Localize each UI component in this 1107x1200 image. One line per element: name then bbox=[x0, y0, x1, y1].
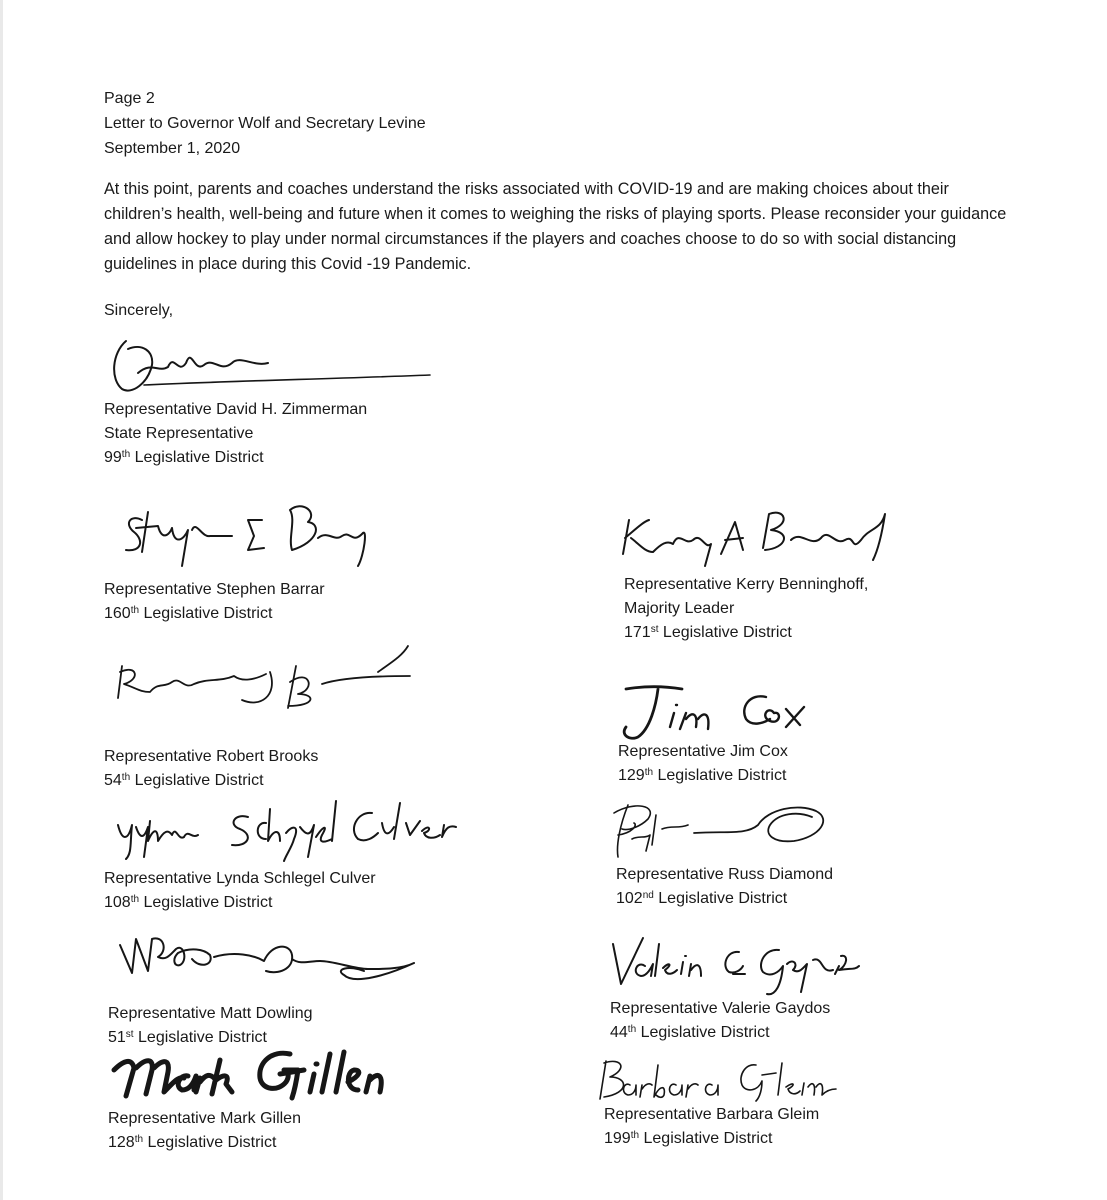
signer-district: 199th Legislative District bbox=[604, 1130, 773, 1147]
signer-block-barrar bbox=[104, 578, 325, 626]
signer-block-gaydos bbox=[610, 997, 830, 1045]
signature-diamond bbox=[598, 795, 838, 865]
signer-district: 160th Legislative District bbox=[104, 605, 273, 622]
signer-name: Representative Robert Brooks bbox=[104, 748, 319, 765]
signer-district: 102nd Legislative District bbox=[616, 890, 788, 907]
signature-gaydos bbox=[603, 930, 873, 1000]
signer-district: 171st Legislative District bbox=[624, 624, 792, 641]
signature-barrar bbox=[112, 490, 382, 570]
signer-block-brooks bbox=[104, 745, 318, 793]
scan-edge bbox=[0, 0, 3, 1200]
page-number: Page 2 bbox=[104, 90, 155, 107]
signer-district: 108th Legislative District bbox=[104, 894, 273, 911]
signer-district: 54th Legislative District bbox=[104, 772, 264, 789]
signer-name: Representative Stephen Barrar bbox=[104, 581, 325, 598]
signature-brooks bbox=[110, 642, 420, 712]
signer-block-culver bbox=[104, 867, 376, 915]
signature-benninghoff bbox=[615, 500, 895, 570]
signer-block-diamond bbox=[616, 863, 833, 911]
signature-culver bbox=[110, 795, 460, 865]
signature-gleim bbox=[596, 1055, 846, 1105]
signer-name: Representative Russ Diamond bbox=[616, 866, 833, 883]
signer-name: Representative Valerie Gaydos bbox=[610, 1000, 831, 1017]
signer-role: State Representative bbox=[104, 425, 254, 442]
signer-block-benninghoff bbox=[624, 573, 868, 645]
signer-name: Representative Mark Gillen bbox=[108, 1110, 301, 1127]
signer-block-zimmerman bbox=[104, 398, 367, 470]
signer-name: Representative Lynda Schlegel Culver bbox=[104, 870, 376, 887]
signer-role: Majority Leader bbox=[624, 600, 735, 617]
body-paragraph: At this point, parents and coaches understand the risks associated with COVID-19 and are making choices about their children’s health, well-being and future when it comes to weighing the risks of playing sports. Please reconsider your guidance and allow hockey to play under normal circumstances if the players and coaches choose to do so with social distancing guidelines in place during this Covid -19 Pandemic. bbox=[104, 180, 1007, 273]
signer-block-cox bbox=[618, 740, 788, 788]
signer-district: 129th Legislative District bbox=[618, 767, 787, 784]
signer-name: Representative Jim Cox bbox=[618, 743, 788, 760]
signer-name: Representative Kerry Benninghoff, bbox=[624, 576, 869, 593]
signer-name: Representative Barbara Gleim bbox=[604, 1106, 820, 1123]
signer-name: Representative Matt Dowling bbox=[108, 1005, 313, 1022]
closing-salutation: Sincerely, bbox=[104, 302, 174, 319]
signature-zimmerman bbox=[108, 333, 438, 399]
signature-cox bbox=[610, 675, 830, 745]
signer-district: 44th Legislative District bbox=[610, 1024, 770, 1041]
letter-title: Letter to Governor Wolf and Secretary Levine bbox=[104, 115, 426, 132]
signature-gillen bbox=[108, 1040, 418, 1106]
signer-name: Representative David H. Zimmerman bbox=[104, 401, 368, 418]
letter-header bbox=[104, 86, 426, 161]
letter-date: September 1, 2020 bbox=[104, 140, 241, 157]
signer-block-gleim bbox=[604, 1103, 819, 1151]
signer-district: 99th Legislative District bbox=[104, 449, 264, 466]
signer-district: 128th Legislative District bbox=[108, 1134, 277, 1151]
signer-district: 51st Legislative District bbox=[108, 1029, 267, 1046]
signer-block-gillen bbox=[108, 1107, 301, 1155]
signature-dowling bbox=[114, 925, 424, 995]
